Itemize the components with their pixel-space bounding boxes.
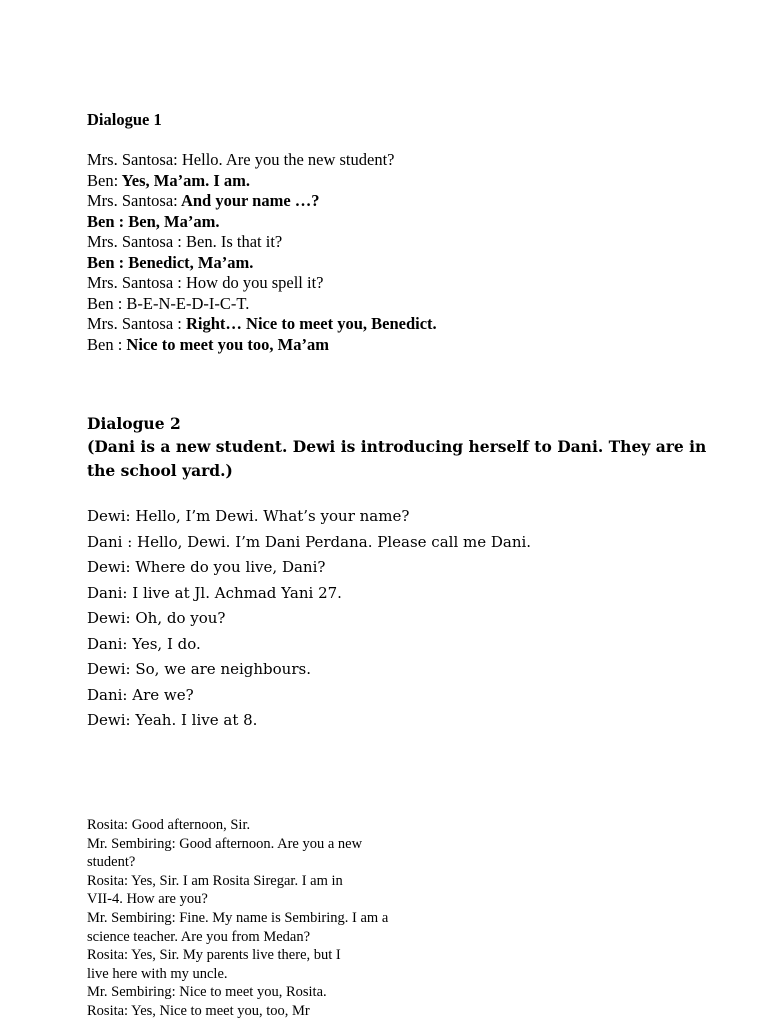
dialogue-line: Dewi: Yeah. I live at 8. bbox=[87, 711, 258, 729]
utterance: Yes, Ma’am. I am. bbox=[118, 170, 250, 190]
dialogue-line bbox=[87, 314, 437, 335]
dialogue-line bbox=[87, 171, 437, 192]
speaker: Mrs. Santosa : bbox=[87, 314, 182, 333]
dialogue-line: live here with my uncle. bbox=[87, 965, 228, 982]
dialogue-line: Dewi: Where do you live, Dani? bbox=[87, 558, 326, 576]
dialogue-line bbox=[87, 253, 437, 274]
dialogue-line: Dani : Hello, Dewi. I’m Dani Perdana. Please call me Dani. bbox=[87, 532, 532, 551]
utterance: And your name …? bbox=[177, 191, 320, 210]
dialogue-line bbox=[87, 335, 437, 356]
speaker: Mrs. Santosa : bbox=[87, 232, 182, 251]
dialogue-line: Dewi: Hello, I’m Dewi. What’s your name? bbox=[87, 507, 410, 525]
dialogue-1-lines bbox=[87, 150, 437, 355]
dialogue-line: Dewi: Oh, do you? bbox=[87, 609, 226, 627]
speaker: Ben : bbox=[87, 334, 123, 354]
dialogue-line: VII-4. How are you? bbox=[87, 891, 208, 908]
dialogue-line: Mr. Sembiring: Good afternoon. Are you a new bbox=[87, 835, 363, 852]
speaker: Ben: bbox=[87, 170, 119, 190]
dialogue-2-lines bbox=[87, 504, 727, 734]
dialogue-line: Rosita: Good afternoon, Sir. bbox=[87, 817, 251, 833]
utterance: Ben, Ma’am. bbox=[124, 211, 220, 231]
dialogue-line: Mr. Sembiring: Nice to meet you, Rosita. bbox=[87, 984, 327, 1001]
dialogue-line bbox=[87, 273, 437, 294]
dialogue-line: Dewi: So, we are neighbours. bbox=[87, 660, 311, 678]
dialogue-3 bbox=[87, 816, 388, 1021]
dialogue-line: Mr. Sembiring: Fine. My name is Sembiring. I am a bbox=[87, 909, 389, 926]
dialogue-line: Rosita: Yes, Sir. My parents live there, but I bbox=[87, 947, 341, 964]
dialogue-line: science teacher. Are you from Medan? bbox=[87, 928, 311, 945]
dialogue-1 bbox=[87, 109, 437, 355]
utterance: Benedict, Ma’am. bbox=[124, 252, 254, 272]
dialogue-line bbox=[87, 150, 437, 171]
utterance: Right… Nice to meet you, Benedict. bbox=[181, 314, 437, 333]
dialogue-2-title: Dialogue 2 bbox=[87, 414, 181, 433]
speaker: Mrs. Santosa: bbox=[87, 150, 178, 169]
dialogue-3-lines bbox=[87, 816, 388, 1021]
utterance: Nice to meet you too, Ma’am bbox=[122, 334, 329, 354]
dialogue-line: Dani: I live at Jl. Achmad Yani 27. bbox=[87, 583, 342, 602]
dialogue-line bbox=[87, 232, 437, 253]
utterance: B-E-N-E-D-I-C-T. bbox=[122, 293, 250, 313]
dialogue-line: Rosita: Yes, Nice to meet you, too, Mr bbox=[87, 1002, 310, 1019]
speaker: Ben : bbox=[87, 293, 123, 313]
speaker: Mrs. Santosa: bbox=[87, 191, 178, 210]
dialogue-line: student? bbox=[87, 854, 136, 871]
dialogue-2-context: (Dani is a new student. Dewi is introducing herself to Dani. They are in the school yard.) bbox=[87, 437, 707, 480]
utterance: Hello. Are you the new student? bbox=[177, 150, 395, 169]
dialogue-line: Dani: Are we? bbox=[87, 685, 194, 704]
utterance: Ben. Is that it? bbox=[181, 232, 283, 251]
speaker: Mrs. Santosa : bbox=[87, 273, 182, 292]
dialogue-line: Rosita: Yes, Sir. I am Rosita Siregar. I am in bbox=[87, 872, 343, 889]
dialogue-line bbox=[87, 294, 437, 315]
dialogue-line: Dani: Yes, I do. bbox=[87, 634, 201, 653]
dialogue-line bbox=[87, 191, 437, 212]
speaker: Ben : bbox=[87, 252, 125, 272]
speaker: Ben : bbox=[87, 211, 125, 231]
utterance: How do you spell it? bbox=[181, 273, 324, 292]
dialogue-line bbox=[87, 212, 437, 233]
dialogue-1-title: Dialogue 1 bbox=[87, 110, 162, 129]
dialogue-2 bbox=[87, 412, 727, 734]
